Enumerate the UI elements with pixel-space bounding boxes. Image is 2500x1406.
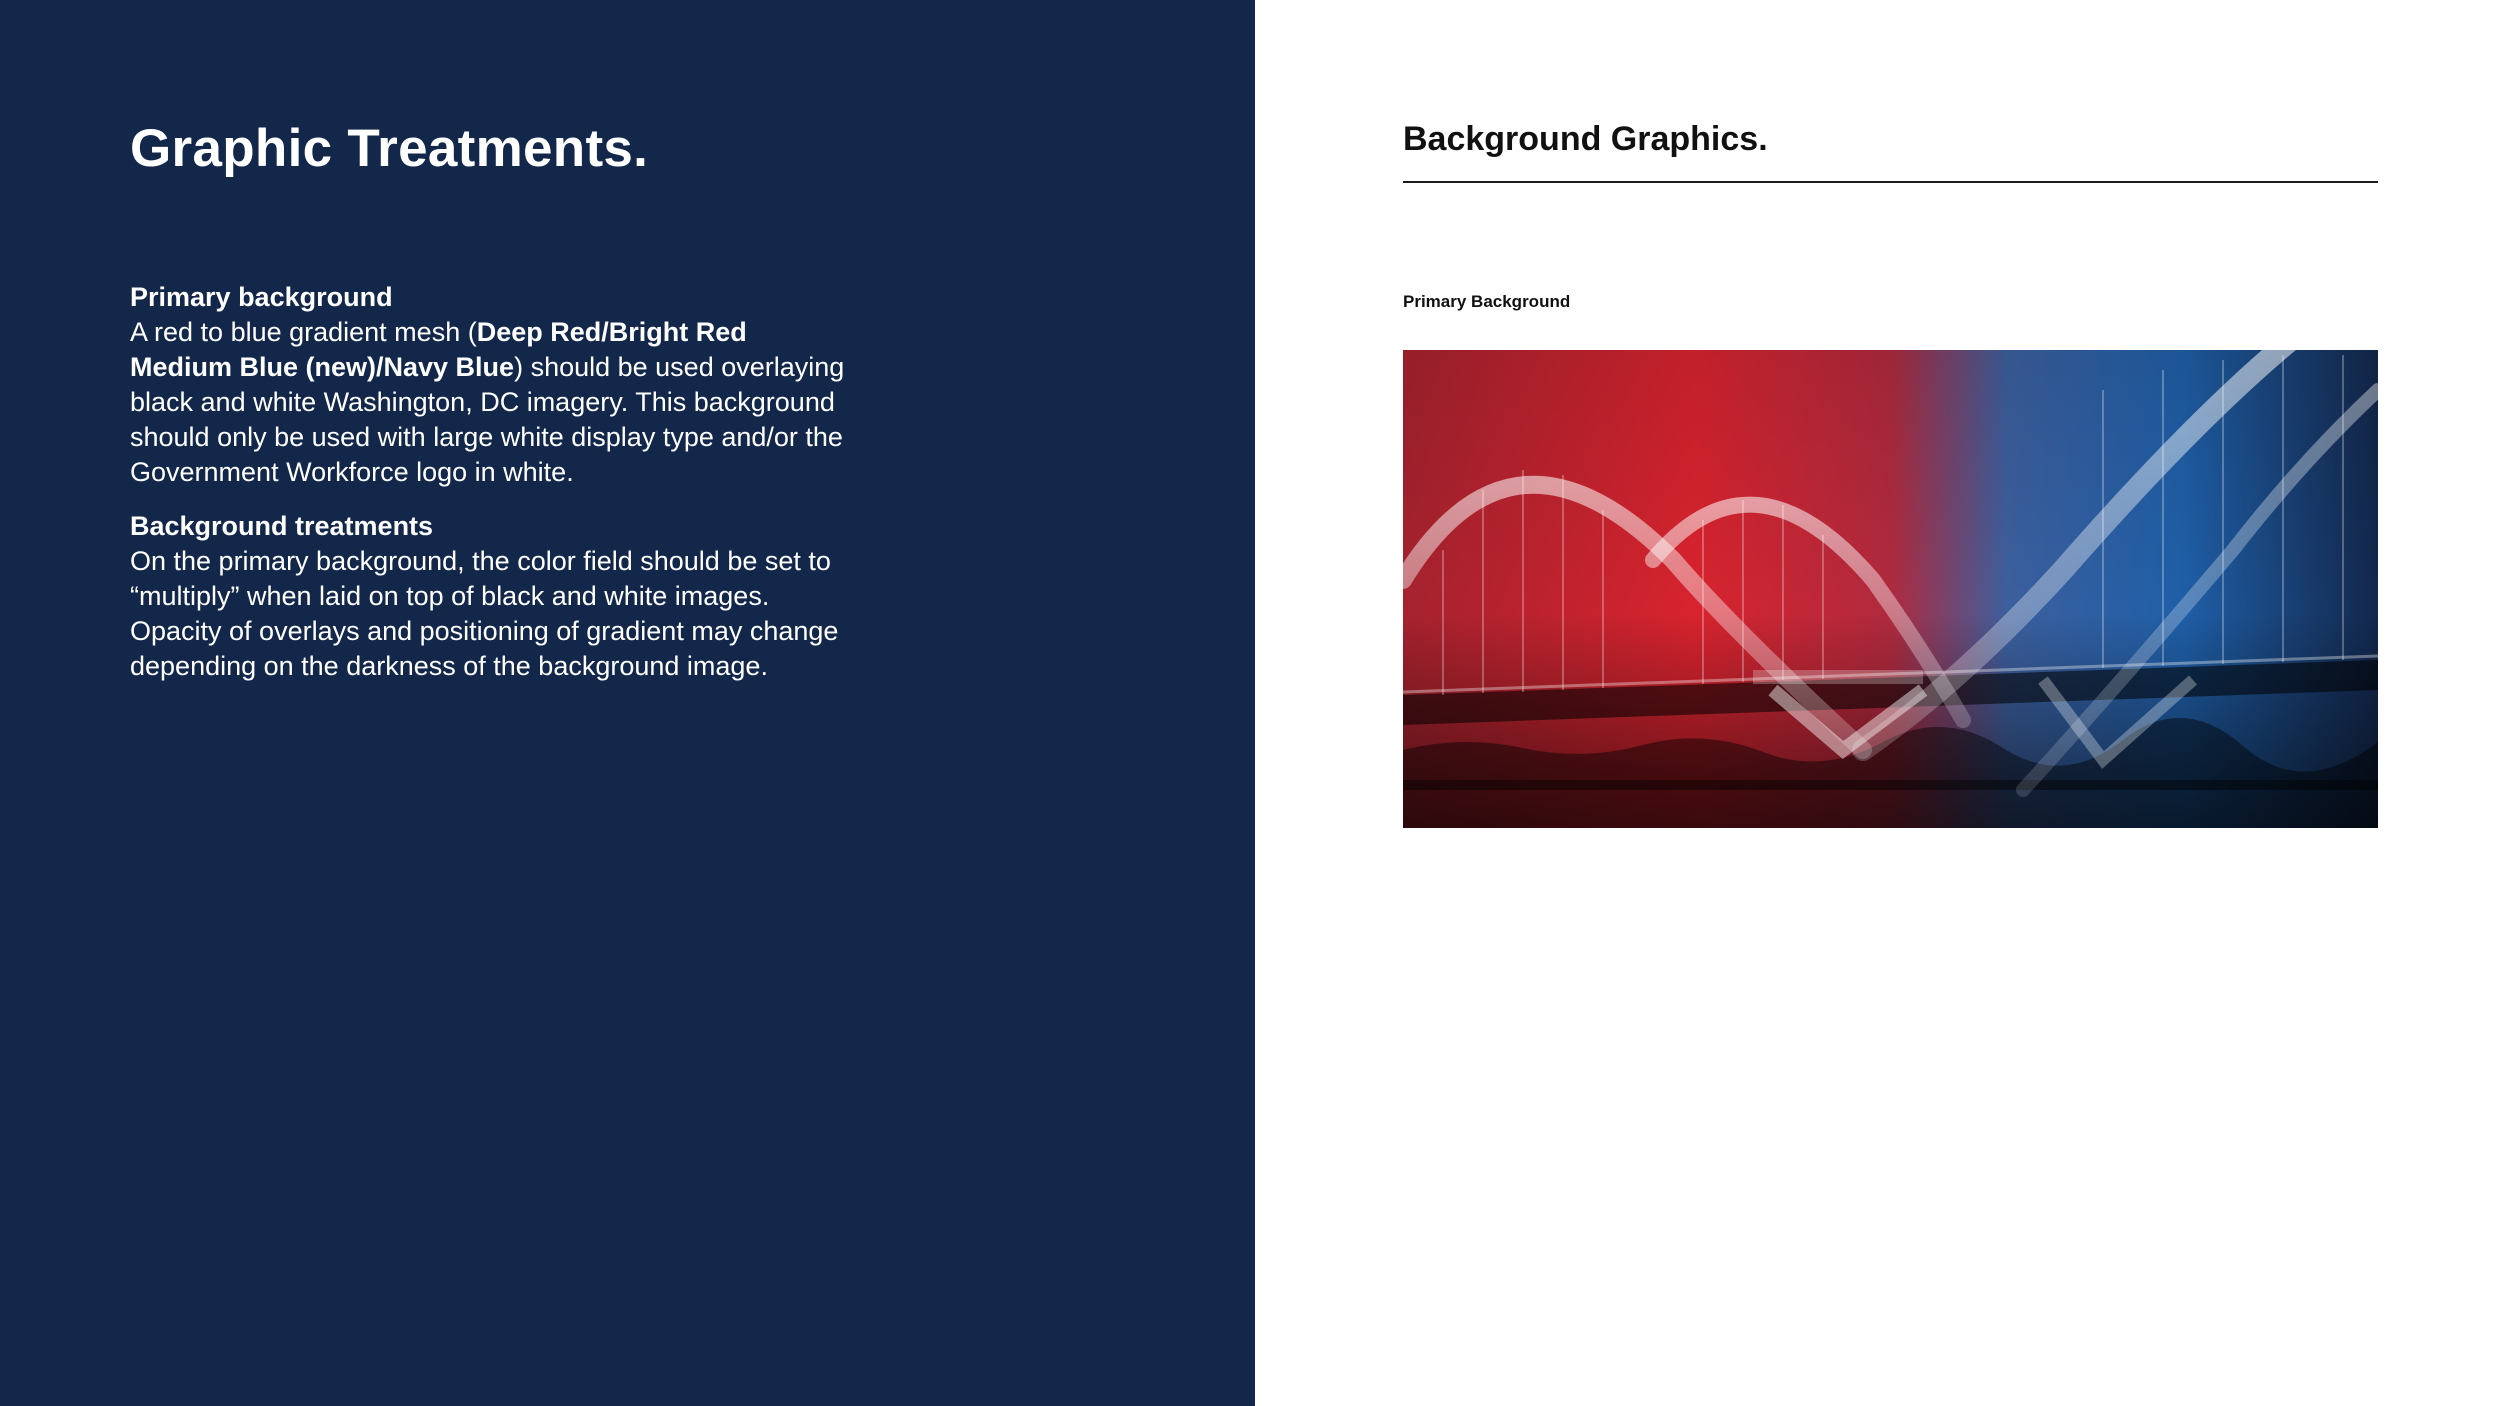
bridge-photo-gradient-icon — [1403, 350, 2378, 828]
primary-background-text-b: ) should be used overlaying black and white Washington, DC imagery. This background should only be used with large white display type and/or the Government Workforce logo in white. — [130, 352, 845, 487]
primary-background-colors: Deep Red/Bright Red Medium Blue (new)/Navy Blue — [130, 317, 747, 382]
primary-background-text — [130, 315, 850, 490]
primary-background-text-a: A red to blue gradient mesh ( — [130, 317, 477, 347]
title-divider — [1403, 181, 2378, 183]
page-title: Graphic Treatments. — [130, 119, 649, 178]
image-caption: Primary Background — [1403, 292, 1571, 311]
background-treatments-heading: Background treatments — [130, 511, 434, 541]
primary-background-heading: Primary background — [130, 282, 393, 312]
right-panel — [1255, 0, 2500, 1406]
section-title: Background Graphics. — [1403, 120, 1768, 158]
body-copy — [130, 280, 850, 703]
background-treatments-text: On the primary background, the color field should be set to “multiply” when laid on top of black and white images. Opacity of overlays and positioning of gradient may change depending on the darkness of the background image. — [130, 546, 839, 681]
